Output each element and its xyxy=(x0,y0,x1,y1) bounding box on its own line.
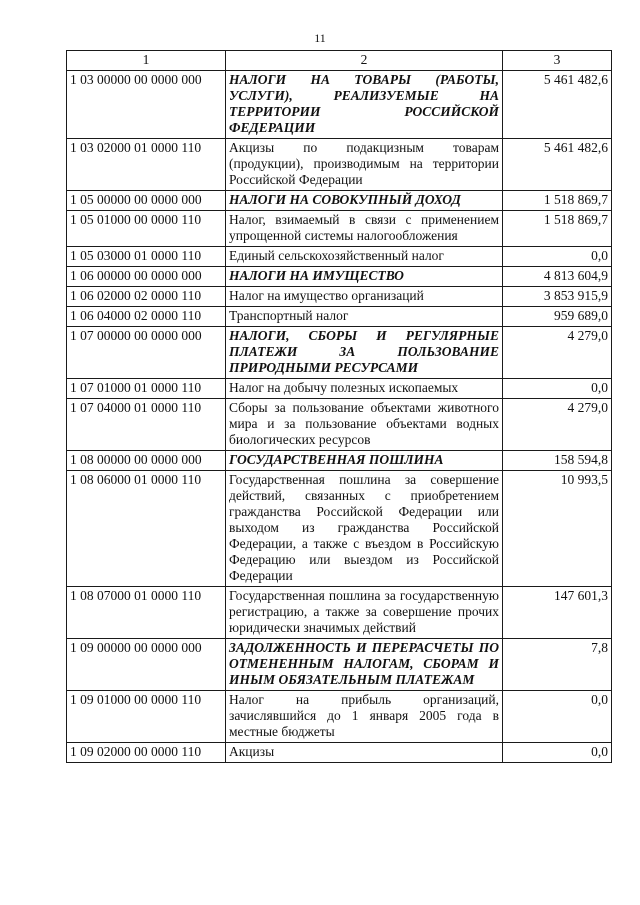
amount-cell: 4 279,0 xyxy=(503,327,612,379)
budget-code-cell: 1 06 00000 00 0000 000 xyxy=(67,267,226,287)
item-name-cell: Государственная пошлина за совершение действий, связанных с приобретением гражданства Российской Федерации или выходом из гражданства Российской Федерации, а также с въездом в Российскую Федерацию или выездом из Российской Федерации xyxy=(226,471,503,587)
table-row xyxy=(67,71,612,139)
table-row xyxy=(67,691,612,743)
amount-cell: 0,0 xyxy=(503,247,612,267)
item-name-cell: Акцизы по подакцизным товарам (продукции), производимым на территории Российской Федерации xyxy=(226,139,503,191)
section-name-cell: НАЛОГИ НА ИМУЩЕСТВО xyxy=(226,267,503,287)
budget-code-cell: 1 08 00000 00 0000 000 xyxy=(67,451,226,471)
budget-code-cell: 1 05 01000 00 0000 110 xyxy=(67,211,226,247)
section-name-cell: НАЛОГИ, СБОРЫ И РЕГУЛЯРНЫЕ ПЛАТЕЖИ ЗА ПОЛЬЗОВАНИЕ ПРИРОДНЫМИ РЕСУРСАМИ xyxy=(226,327,503,379)
table-row xyxy=(67,639,612,691)
section-name-cell: НАЛОГИ НА СОВОКУПНЫЙ ДОХОД xyxy=(226,191,503,211)
item-name-cell: Налог на имущество организаций xyxy=(226,287,503,307)
budget-code-cell: 1 09 01000 00 0000 110 xyxy=(67,691,226,743)
amount-cell: 4 813 604,9 xyxy=(503,267,612,287)
amount-cell: 1 518 869,7 xyxy=(503,211,612,247)
table-row xyxy=(67,191,612,211)
budget-code-cell: 1 05 03000 01 0000 110 xyxy=(67,247,226,267)
table-row xyxy=(67,471,612,587)
table-row xyxy=(67,247,612,267)
table-row xyxy=(67,379,612,399)
budget-code-cell: 1 03 02000 01 0000 110 xyxy=(67,139,226,191)
table-row xyxy=(67,587,612,639)
table-row xyxy=(67,267,612,287)
budget-code-cell: 1 06 04000 02 0000 110 xyxy=(67,307,226,327)
section-name-cell: ЗАДОЛЖЕННОСТЬ И ПЕРЕРАСЧЕТЫ ПО ОТМЕНЕННЫМ НАЛОГАМ, СБОРАМ И ИНЫМ ОБЯЗАТЕЛЬНЫМ ПЛАТЕЖАМ xyxy=(226,639,503,691)
item-name-cell: Сборы за пользование объектами животного мира и за пользование объектами водных биологических ресурсов xyxy=(226,399,503,451)
page-number: 11 xyxy=(314,31,326,45)
section-name-cell: НАЛОГИ НА ТОВАРЫ (РАБОТЫ, УСЛУГИ), РЕАЛИЗУЕМЫЕ НА ТЕРРИТОРИИ РОССИЙСКОЙ ФЕДЕРАЦИИ xyxy=(226,71,503,139)
budget-code-cell: 1 06 02000 02 0000 110 xyxy=(67,287,226,307)
table-row xyxy=(67,287,612,307)
amount-cell: 5 461 482,6 xyxy=(503,139,612,191)
section-name-cell: ГОСУДАРСТВЕННАЯ ПОШЛИНА xyxy=(226,451,503,471)
amount-cell: 0,0 xyxy=(503,743,612,763)
budget-code-cell: 1 08 07000 01 0000 110 xyxy=(67,587,226,639)
amount-cell: 1 518 869,7 xyxy=(503,191,612,211)
amount-cell: 5 461 482,6 xyxy=(503,71,612,139)
column-header: 1 xyxy=(67,51,226,71)
table-row xyxy=(67,743,612,763)
item-name-cell: Налог, взимаемый в связи с применением упрощенной системы налогообложения xyxy=(226,211,503,247)
item-name-cell: Налог на добычу полезных ископаемых xyxy=(226,379,503,399)
amount-cell: 4 279,0 xyxy=(503,399,612,451)
amount-cell: 3 853 915,9 xyxy=(503,287,612,307)
column-header: 2 xyxy=(226,51,503,71)
budget-table xyxy=(66,50,612,763)
amount-cell: 0,0 xyxy=(503,379,612,399)
item-name-cell: Единый сельскохозяйственный налог xyxy=(226,247,503,267)
budget-code-cell: 1 03 00000 00 0000 000 xyxy=(67,71,226,139)
budget-code-cell: 1 07 04000 01 0000 110 xyxy=(67,399,226,451)
table-row xyxy=(67,399,612,451)
table-header-row xyxy=(67,51,612,71)
table-row xyxy=(67,139,612,191)
amount-cell: 0,0 xyxy=(503,691,612,743)
table-row xyxy=(67,211,612,247)
item-name-cell: Налог на прибыль организаций, зачислявшийся до 1 января 2005 года в местные бюджеты xyxy=(226,691,503,743)
table-row xyxy=(67,327,612,379)
column-header: 3 xyxy=(503,51,612,71)
item-name-cell: Государственная пошлина за государственную регистрацию, а также за совершение прочих юридически значимых действий xyxy=(226,587,503,639)
item-name-cell: Транспортный налог xyxy=(226,307,503,327)
budget-code-cell: 1 07 00000 00 0000 000 xyxy=(67,327,226,379)
amount-cell: 7,8 xyxy=(503,639,612,691)
budget-code-cell: 1 09 00000 00 0000 000 xyxy=(67,639,226,691)
budget-code-cell: 1 09 02000 00 0000 110 xyxy=(67,743,226,763)
budget-code-cell: 1 07 01000 01 0000 110 xyxy=(67,379,226,399)
amount-cell: 959 689,0 xyxy=(503,307,612,327)
amount-cell: 158 594,8 xyxy=(503,451,612,471)
table-row xyxy=(67,307,612,327)
amount-cell: 10 993,5 xyxy=(503,471,612,587)
amount-cell: 147 601,3 xyxy=(503,587,612,639)
item-name-cell: Акцизы xyxy=(226,743,503,763)
budget-code-cell: 1 05 00000 00 0000 000 xyxy=(67,191,226,211)
budget-code-cell: 1 08 06000 01 0000 110 xyxy=(67,471,226,587)
table-row xyxy=(67,451,612,471)
